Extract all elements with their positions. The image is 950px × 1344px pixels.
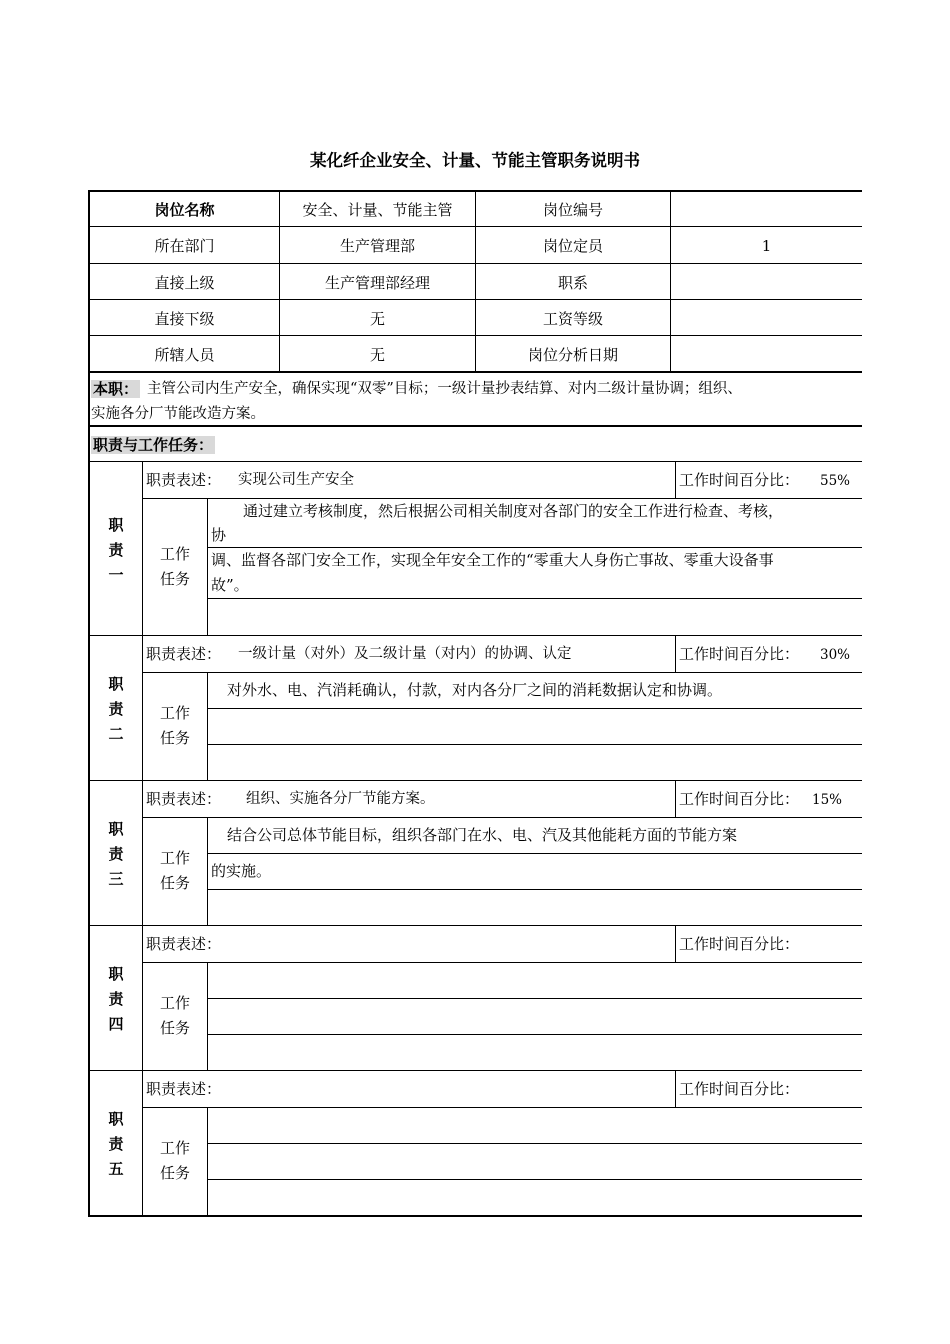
task-row-divider	[207, 1179, 862, 1180]
duty-name-char: 二	[108, 725, 124, 743]
duty-desc-label: 职责表述：	[146, 471, 222, 489]
duty-block-bottom	[88, 780, 862, 781]
summary-bottom-border	[88, 425, 862, 427]
task-text: 结合公司总体节能目标，组织各部门在水、电、汽及其他能耗方面的节能方案	[227, 826, 738, 844]
info-value1-cell: 安全、计量、节能主管	[302, 201, 453, 219]
duty-desc-divider	[142, 817, 862, 818]
task-text: 通过建立考核制度，然后根据公司相关制度对各部门的安全工作进行检查、考核，	[243, 502, 784, 520]
duties-header-bottom	[88, 461, 862, 462]
duty-pct-value: 15%	[812, 792, 843, 808]
info-label2-cell: 岗位编号	[542, 201, 603, 219]
duty-name-char: 责	[108, 845, 124, 863]
info-label2-cell: 工资等级	[542, 310, 603, 328]
job-description-table	[88, 190, 862, 1216]
duty-pct-divider	[675, 926, 676, 962]
info-label2-cell: 岗位分析日期	[527, 346, 618, 364]
task-label: 工作	[159, 1139, 190, 1157]
duty-desc-label: 职责表述：	[146, 790, 222, 808]
duty-block-bottom	[88, 1070, 862, 1071]
task-label: 任务	[159, 570, 190, 588]
duty-block-bottom	[88, 635, 862, 636]
duty-desc-divider	[142, 672, 862, 673]
task-label: 任务	[159, 874, 190, 892]
duty-pct-label: 工作时间百分比：	[679, 645, 800, 663]
info-label1-cell: 直接下级	[154, 310, 215, 328]
task-label: 工作	[159, 545, 190, 563]
task-row-divider	[207, 998, 862, 999]
task-row-divider	[207, 1143, 862, 1144]
duty-name-char: 三	[108, 870, 124, 888]
task-label: 工作	[159, 704, 190, 722]
duty-desc-divider	[142, 962, 862, 963]
task-text: 协	[211, 526, 227, 544]
duty-pct-divider	[675, 781, 676, 817]
info-value1-cell: 无	[369, 346, 385, 364]
duty-pct-value: 55%	[820, 473, 851, 489]
duty-pct-divider	[675, 1071, 676, 1107]
duty-name-char: 职	[108, 675, 124, 693]
duty-name-char: 责	[108, 700, 124, 718]
duty-pct-label: 工作时间百分比：	[679, 935, 800, 953]
duties-header: 职责与工作任务：	[93, 436, 214, 454]
info-label2-cell: 岗位定员	[542, 237, 603, 255]
info-value2-cell: 1	[761, 237, 772, 255]
task-row-divider	[207, 1034, 862, 1035]
duty-name-char: 责	[108, 990, 124, 1008]
duty-desc-divider	[142, 1107, 862, 1108]
info-value1-cell: 生产管理部	[339, 237, 415, 255]
task-label: 工作	[159, 849, 190, 867]
duty-desc-divider	[142, 498, 862, 499]
duty-desc-value: 实现公司生产安全	[238, 472, 354, 488]
duty-pct-value: 30%	[820, 647, 851, 663]
task-text: 调、监督各部门安全工作，实现全年安全工作的“零重大人身伤亡事故、零重大设备事	[211, 551, 774, 569]
task-text: 故”。	[211, 576, 249, 594]
duty-pct-label: 工作时间百分比：	[679, 790, 800, 808]
duty-pct-label: 工作时间百分比：	[679, 471, 800, 489]
duty-name-char: 四	[108, 1015, 124, 1033]
info-label1-cell: 直接上级	[154, 274, 215, 292]
info-label2-cell: 职系	[557, 274, 588, 292]
task-row-divider	[207, 744, 862, 745]
task-row-divider	[207, 708, 862, 709]
duty-pct-label: 工作时间百分比：	[679, 1080, 800, 1098]
task-label-divider	[207, 498, 208, 635]
duty-block-bottom	[88, 1215, 862, 1217]
info-label1-cell: 所在部门	[154, 237, 215, 255]
info-value1-cell: 无	[369, 310, 385, 328]
task-text: 对外水、电、汽消耗确认，付款，对内各分厂之间的消耗数据认定和协调。	[227, 681, 723, 699]
summary-label: 本职：	[93, 380, 139, 398]
task-label: 工作	[159, 994, 190, 1012]
duty-name-char: 职	[108, 1110, 124, 1128]
task-row-divider	[207, 889, 862, 890]
duty-desc-label: 职责表述：	[146, 645, 222, 663]
task-label-divider	[207, 672, 208, 780]
duty-name-char: 责	[108, 1135, 124, 1153]
summary-line-2: 实施各分厂节能改造方案。	[91, 406, 265, 422]
duty-pct-divider	[675, 462, 676, 498]
task-label-divider	[207, 1107, 208, 1215]
info-col-divider	[670, 190, 671, 372]
duty-desc-label: 职责表述：	[146, 935, 222, 953]
task-label: 任务	[159, 1164, 190, 1182]
duty-name-char: 责	[108, 541, 124, 559]
duty-name-char: 职	[108, 516, 124, 534]
task-row-divider	[207, 598, 862, 599]
duty-block-bottom	[88, 925, 862, 926]
task-row-divider	[207, 853, 862, 854]
info-label1-cell: 所辖人员	[154, 346, 215, 364]
duty-desc-label: 职责表述：	[146, 1080, 222, 1098]
duty-name-char: 一	[108, 566, 124, 584]
summary-line-1: 主管公司内生产安全，确保实现“双零”目标；一级计量抄表结算、对内二级计量协调；组织、	[147, 381, 742, 397]
duty-name-char: 职	[108, 820, 124, 838]
task-label: 任务	[159, 1019, 190, 1037]
duty-desc-value: 一级计量（对外）及二级计量（对内）的协调、认定	[238, 646, 572, 662]
task-label-divider	[207, 962, 208, 1070]
document-title: 某化纤企业安全、计量、节能主管职务说明书	[310, 151, 640, 170]
duty-name-char: 职	[108, 965, 124, 983]
task-label-divider	[207, 817, 208, 925]
task-label: 任务	[159, 729, 190, 747]
duty-desc-value: 组织、实施各分厂节能方案。	[246, 791, 435, 807]
task-row-divider	[207, 547, 862, 548]
task-text: 的实施。	[211, 862, 272, 880]
info-value1-cell: 生产管理部经理	[324, 274, 430, 292]
info-label1-cell: 岗位名称	[154, 201, 215, 219]
duty-name-char: 五	[108, 1160, 124, 1178]
duty-pct-divider	[675, 636, 676, 672]
